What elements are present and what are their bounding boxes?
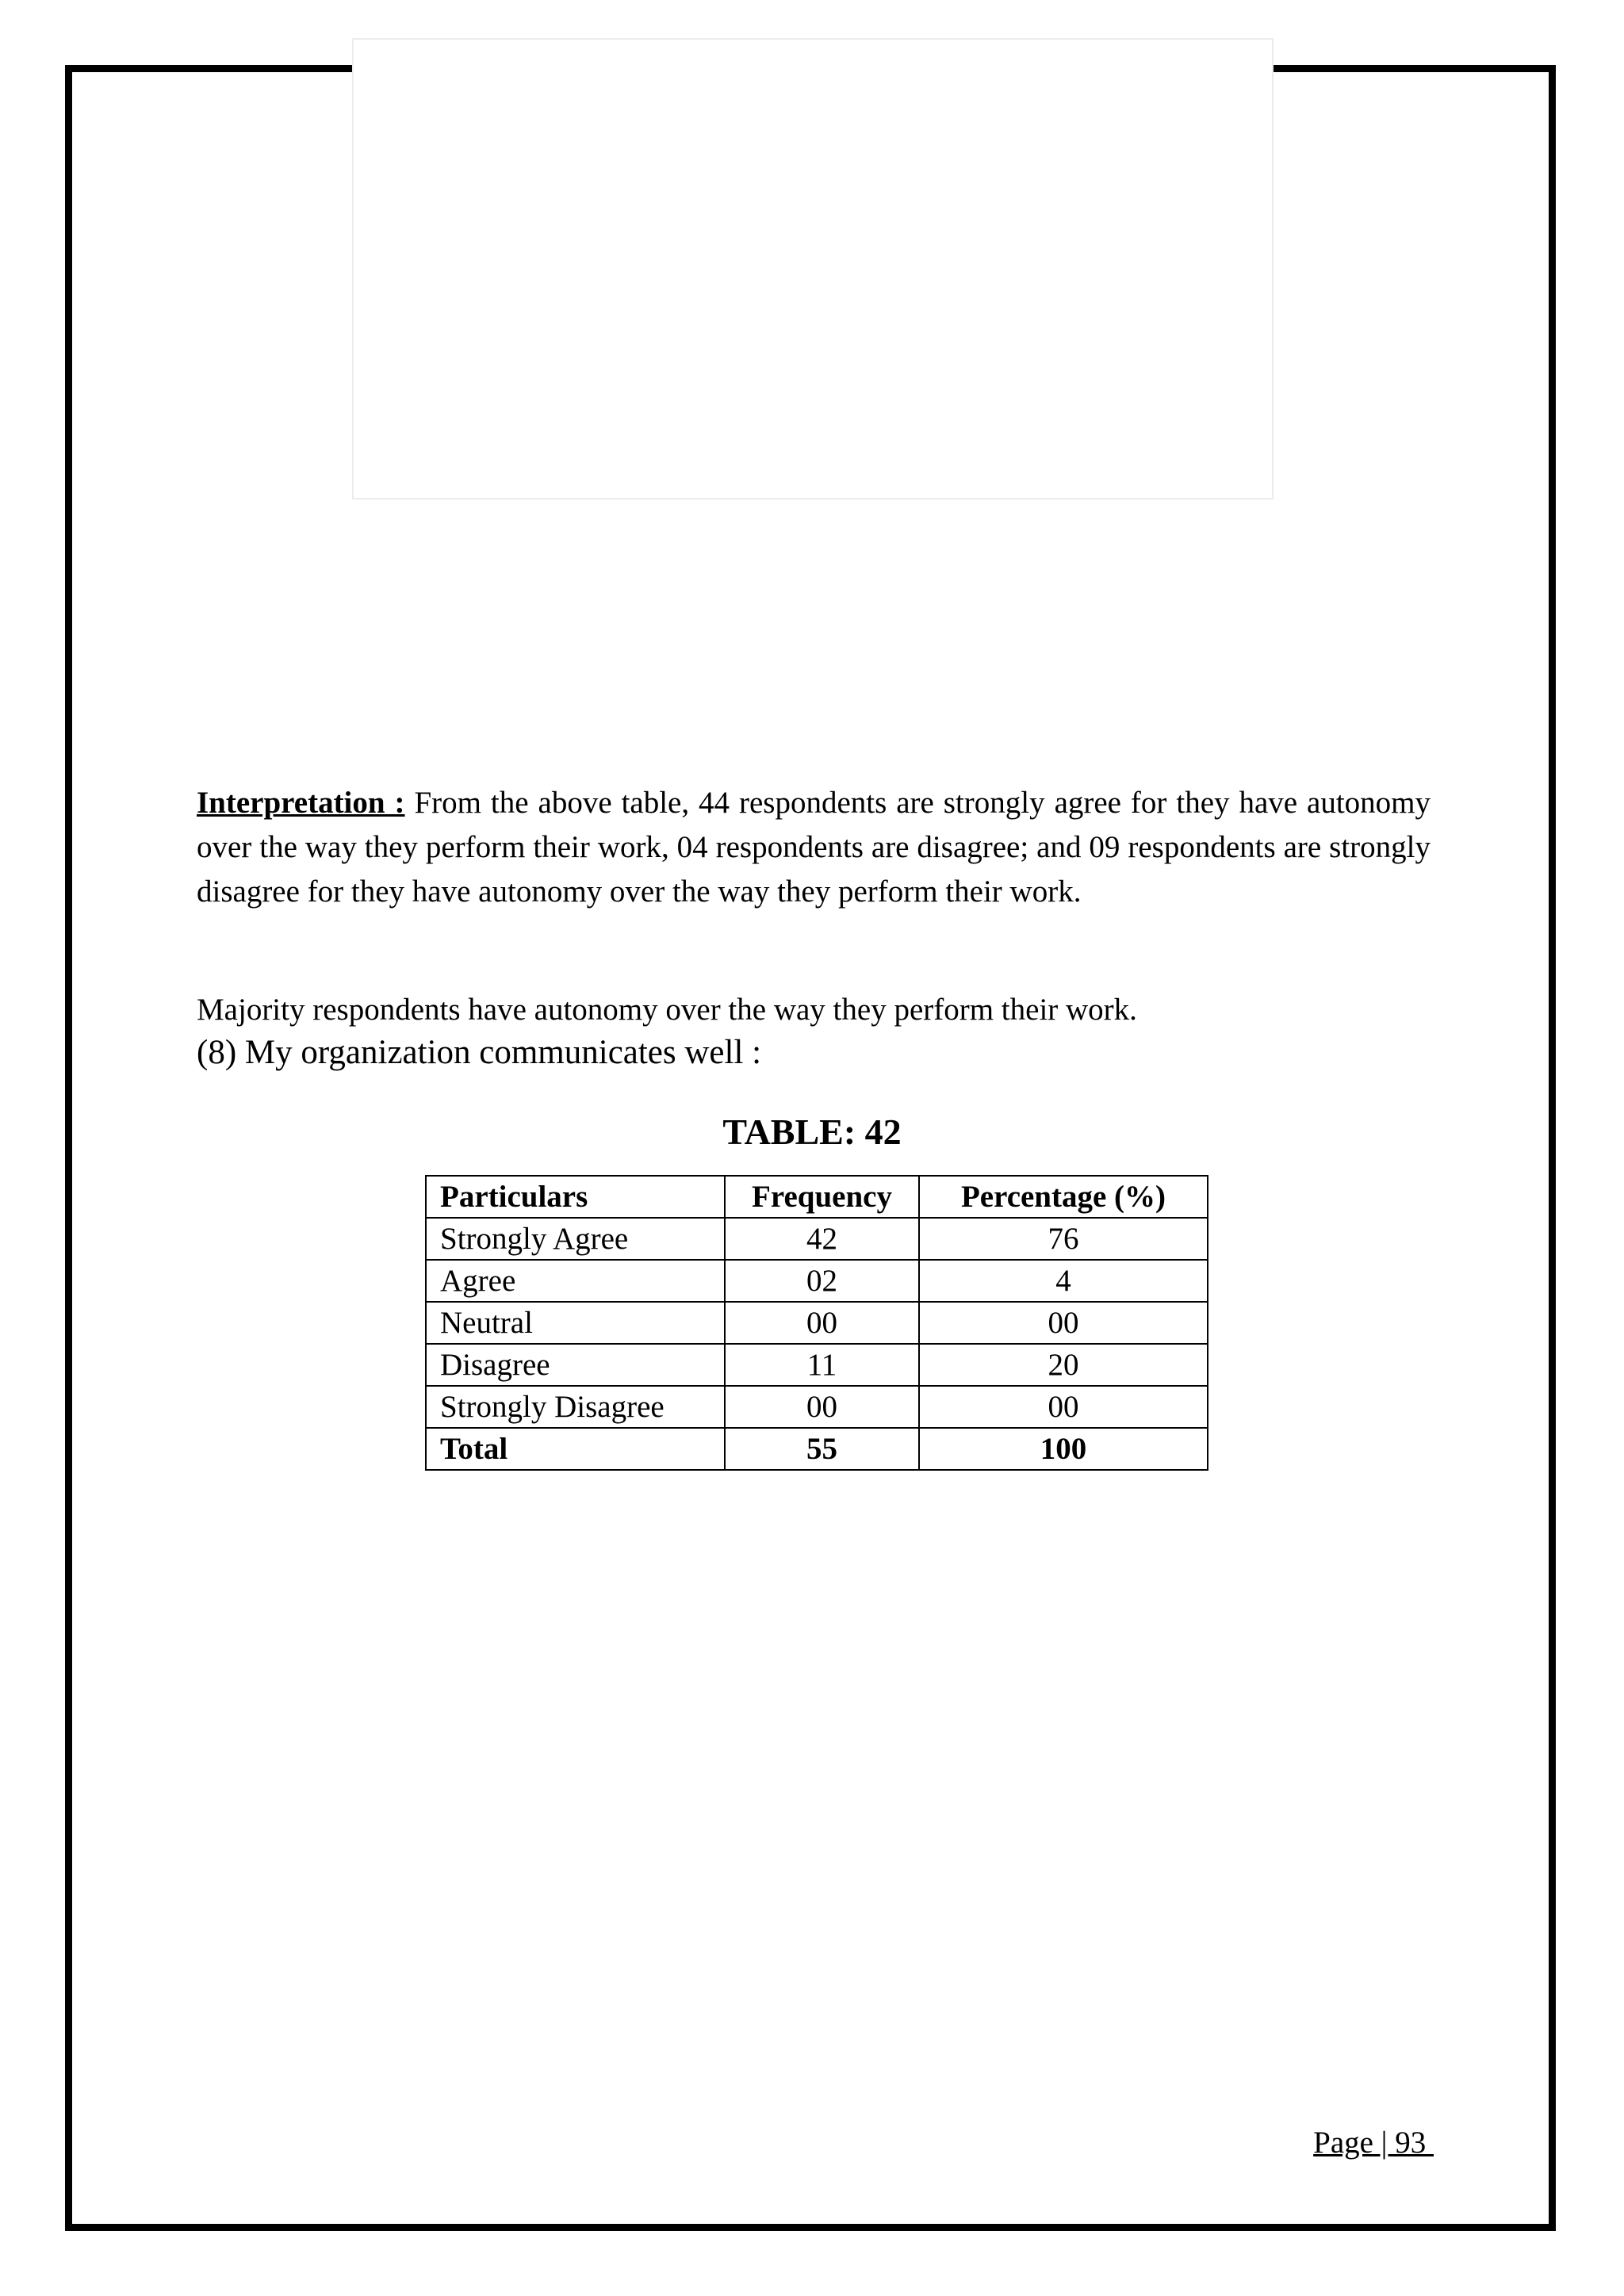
row-frequency: 00 <box>725 1302 919 1344</box>
column-header-frequency: Frequency <box>725 1176 919 1218</box>
table-row <box>426 1218 1208 1260</box>
interpretation-paragraph <box>197 781 1431 914</box>
page-number: Page | 93 <box>1313 2126 1434 2160</box>
section-heading: (8) My organization communicates well : <box>197 1034 762 1071</box>
interpretation-label: Interpretation : <box>197 786 405 820</box>
row-frequency: 42 <box>725 1218 919 1260</box>
row-percentage: 00 <box>919 1386 1208 1428</box>
figure-placeholder <box>352 38 1274 499</box>
row-percentage: 20 <box>919 1344 1208 1386</box>
row-frequency: 02 <box>725 1260 919 1302</box>
row-label: Disagree <box>426 1344 725 1386</box>
table-title: TABLE: 42 <box>722 1112 902 1152</box>
table-row <box>426 1344 1208 1386</box>
total-percentage: 100 <box>919 1428 1208 1470</box>
row-label: Agree <box>426 1260 725 1302</box>
table-header-row <box>426 1176 1208 1218</box>
table-total-row <box>426 1428 1208 1470</box>
row-percentage: 4 <box>919 1260 1208 1302</box>
row-label: Neutral <box>426 1302 725 1344</box>
total-label: Total <box>426 1428 725 1470</box>
frequency-table <box>425 1175 1208 1471</box>
table-row <box>426 1386 1208 1428</box>
total-frequency: 55 <box>725 1428 919 1470</box>
row-percentage: 00 <box>919 1302 1208 1344</box>
table-row <box>426 1260 1208 1302</box>
row-percentage: 76 <box>919 1218 1208 1260</box>
row-frequency: 11 <box>725 1344 919 1386</box>
row-frequency: 00 <box>725 1386 919 1428</box>
table-row <box>426 1302 1208 1344</box>
column-header-percentage: Percentage (%) <box>919 1176 1208 1218</box>
row-label: Strongly Disagree <box>426 1386 725 1428</box>
row-label: Strongly Agree <box>426 1218 725 1260</box>
column-header-particulars: Particulars <box>426 1176 725 1218</box>
summary-paragraph: Majority respondents have autonomy over the way they perform their work. <box>197 993 1137 1027</box>
interpretation-text: From the above table, 44 respondents are strongly agree for they have autonomy over the way they perform their work, 04 respondents are disagree; and 09 respondents are strongly disagree for they have autonomy over the way they perform their work. <box>197 786 1431 909</box>
